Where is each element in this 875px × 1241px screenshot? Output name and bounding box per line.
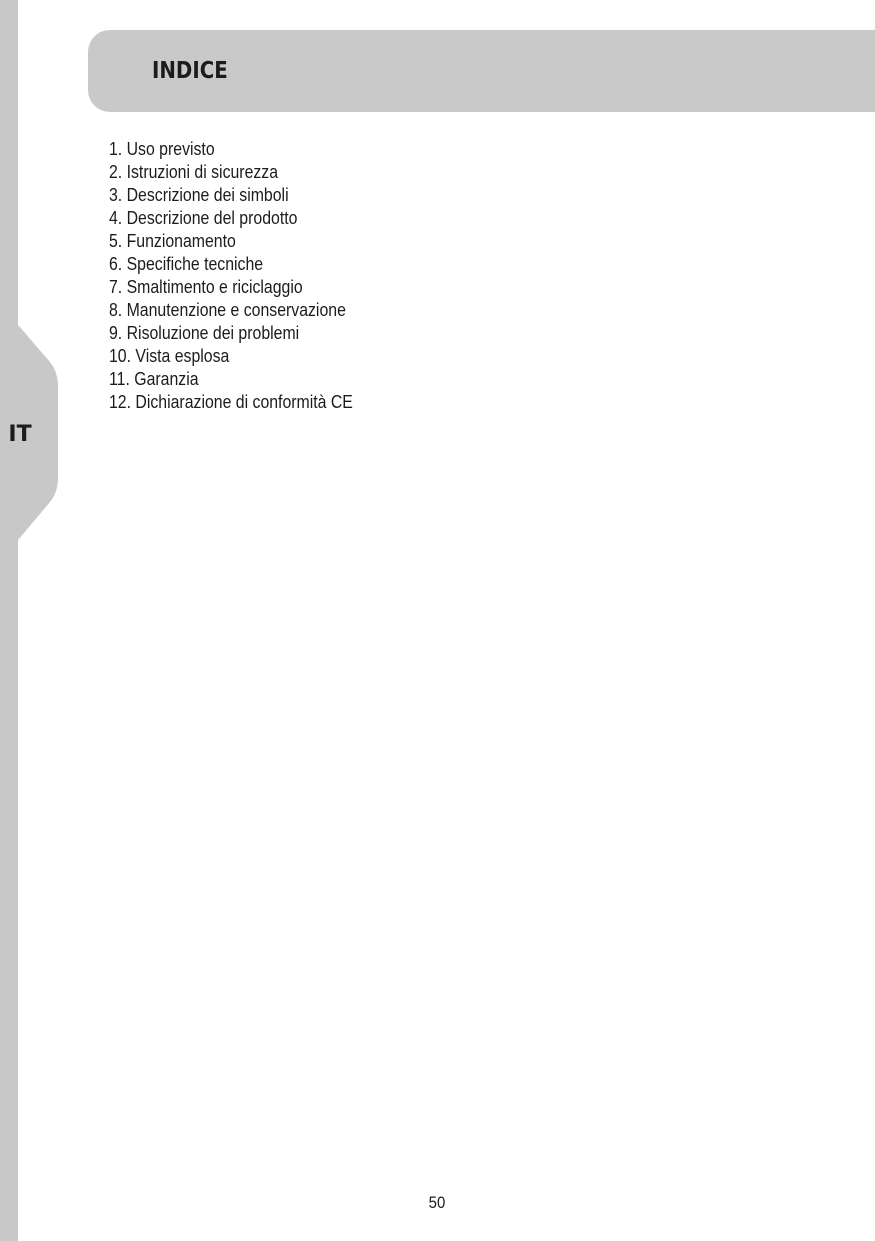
toc-item: 2. Istruzioni di sicurezza xyxy=(109,162,279,182)
toc-item: 10. Vista esplosa xyxy=(109,346,230,366)
toc-item: 8. Manutenzione e conservazione xyxy=(109,300,346,320)
toc-item: 11. Garanzia xyxy=(109,369,199,389)
language-code: IT xyxy=(8,422,32,447)
page-number: 50 xyxy=(428,1193,446,1212)
toc-item: 9. Risoluzione dei problemi xyxy=(109,323,300,343)
table-of-contents xyxy=(109,138,386,414)
toc-item: 5. Funzionamento xyxy=(109,231,236,251)
toc-item: 1. Uso previsto xyxy=(109,139,215,159)
toc-item: 7. Smaltimento e riciclaggio xyxy=(109,277,303,297)
toc-item: 12. Dichiarazione di conformità CE xyxy=(109,392,353,412)
language-tab xyxy=(0,0,60,1241)
toc-item: 3. Descrizione dei simboli xyxy=(109,185,289,205)
toc-item: 6. Specifiche tecniche xyxy=(109,254,264,274)
page-title: INDICE xyxy=(152,58,228,84)
toc-item: 4. Descrizione del prodotto xyxy=(109,208,298,228)
